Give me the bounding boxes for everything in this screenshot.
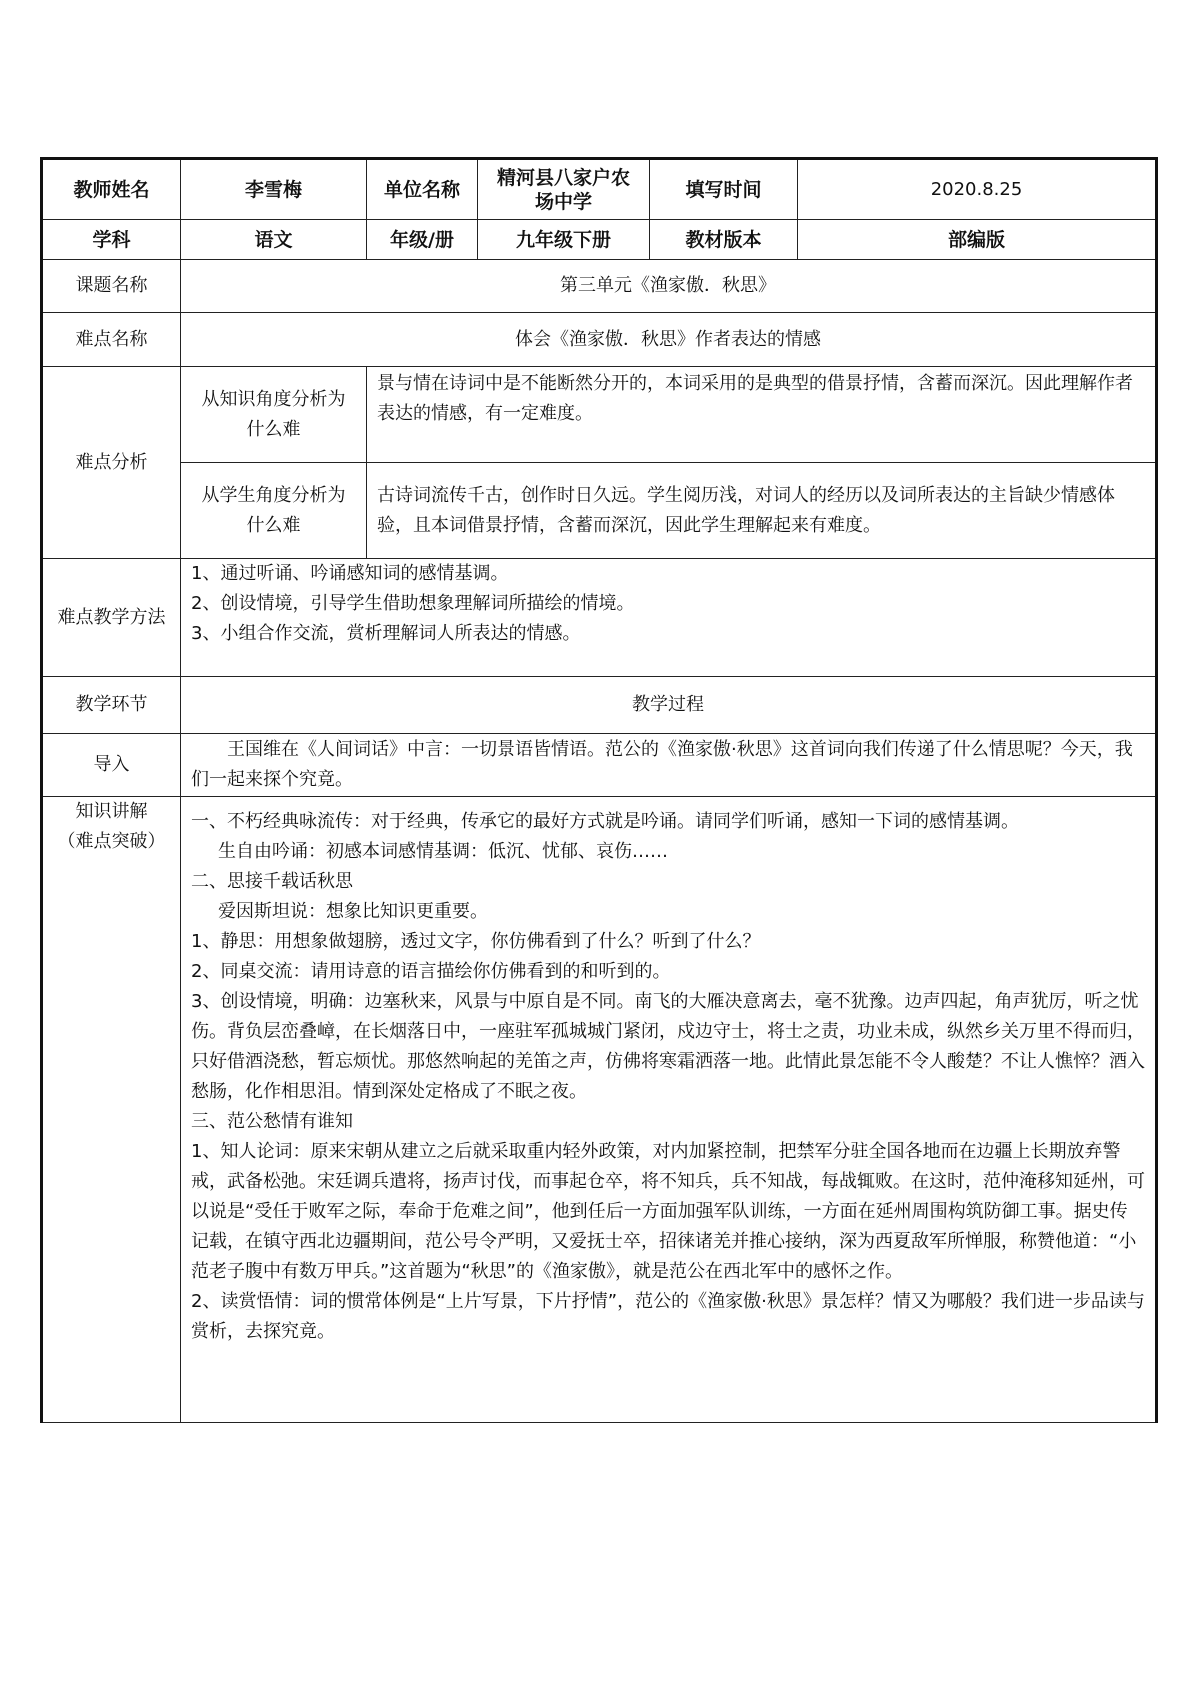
method-row: [42, 559, 1157, 677]
intro-text-cell: [181, 734, 1157, 797]
knowledge-label: 知识讲解: [75, 801, 148, 822]
unit-name: 精河县八家户农场中学: [478, 159, 650, 220]
edition-label: 教材版本: [650, 220, 798, 260]
difficulty-value: 体会《渔家傲．秋思》作者表达的情感: [181, 313, 1157, 367]
method-item: 2、创设情境，引导学生借助想象理解词所描绘的情境。: [191, 593, 635, 614]
knowledge-angle-label: 从知识角度分析为什么难: [181, 367, 367, 463]
einstein-quote: 爱因斯坦说：想象比知识更重要。: [218, 901, 488, 922]
knowledge-content: [181, 797, 1157, 1423]
intro-label: 导入: [42, 734, 181, 797]
section-1-text: 一、不朽经典咏流传：对于经典，传承它的最好方式就是吟诵。请同学们听诵，感知一下词的感情基调。: [191, 811, 1019, 832]
step-deskmate-exchange: 2、同桌交流：请用诗意的语言描绘你仿佛看到的和听到的。: [191, 961, 671, 982]
intro-row: [42, 734, 1157, 797]
teacher-name: 李雪梅: [181, 159, 367, 220]
subject: 语文: [181, 220, 367, 260]
analysis-row-knowledge: [42, 367, 1157, 463]
topic-value: 第三单元《渔家傲．秋思》: [181, 260, 1157, 313]
student-angle-label: 从学生角度分析为什么难: [181, 463, 367, 559]
method-item: 3、小组合作交流，赏析理解词人所表达的情感。: [191, 623, 581, 644]
knowledge-angle-text: 景与情在诗词中是不能断然分开的，本词采用的是典型的借景抒情，含蓄而深沉。因此理解作者表达的情感，有一定难度。: [367, 367, 1157, 463]
knowledge-row: [42, 797, 1157, 1423]
knowledge-label-cell: [42, 797, 181, 1423]
subject-label: 学科: [42, 220, 181, 260]
step-quiet-thinking: 1、静思：用想象做翅膀，透过文字，你仿佛看到了什么？听到了什么？: [191, 931, 761, 952]
header-row-2: [42, 220, 1157, 260]
method-item: 1、通过听诵、吟诵感知词的感情基调。: [191, 563, 509, 584]
process-label: 教学环节: [42, 677, 181, 734]
process-value: 教学过程: [181, 677, 1157, 734]
free-recitation-text: 生自由吟诵：初感本词感情基调：低沉、忧郁、哀伤……: [218, 841, 668, 862]
grade: 九年级下册: [478, 220, 650, 260]
knowledge-sublabel: （难点突破）: [57, 831, 166, 852]
header-row-1: [42, 159, 1157, 220]
process-header-row: [42, 677, 1157, 734]
section-3-heading: 三、范公愁情有谁知: [191, 1111, 353, 1132]
method-list: [181, 559, 1157, 677]
section-2-heading: 二、思接千载话秋思: [191, 871, 353, 892]
topic-label: 课题名称: [42, 260, 181, 313]
topic-row: [42, 260, 1157, 313]
analysis-label: 难点分析: [42, 367, 181, 559]
intro-text: 王国维在《人间词话》中言：一切景语皆情语。范公的《渔家傲·秋思》这首词向我们传递了什么情思呢？今天，我们一起来探个究竟。: [191, 739, 1133, 790]
unit-label: 单位名称: [367, 159, 478, 220]
step-read-appreciate: 2、读赏悟情：词的惯常体例是“上片写景，下片抒情”，范公的《渔家傲·秋思》景怎样？情又为哪般？我们进一步品读与赏析，去探究竟。: [191, 1291, 1145, 1342]
grade-label: 年级/册: [367, 220, 478, 260]
difficulty-row: [42, 313, 1157, 367]
method-label: 难点教学方法: [42, 559, 181, 677]
step-create-scene: 3、创设情境，明确：边塞秋来，风景与中原自是不同。南飞的大雁决意离去，毫不犹豫。边声四起，角声犹厉，听之忧伤。背负层峦叠嶂，在长烟落日中，一座驻军孤城城门紧闭，戍边守士，将士之责，功业未成，纵然乡关万里不得而归，只好借酒浇愁，暂忘烦忧。那悠然响起的羌笛之声，仿佛将寒霜洒落一地。此情此景怎能不令人酸楚？不让人憔悴？酒入愁肠，化作相思泪。情到深处定格成了不眠之夜。: [191, 991, 1145, 1102]
lesson-plan-table: [40, 157, 1158, 1423]
fill-date: 2020.8.25: [798, 159, 1157, 220]
step-know-author: 1、知人论词：原来宋朝从建立之后就采取重内轻外政策，对内加紧控制，把禁军分驻全国各地而在边疆上长期放弃警戒，武备松弛。宋廷调兵遣将，扬声讨伐，而事起仓卒，将不知兵，兵不知战，每战辄败。在这时，范仲淹移知延州，可以说是“受任于败军之际，奉命于危难之间”，他到任后一方面加强军队训练，一方面在延州周围构筑防御工事。据史传记载，在镇守西北边疆期间，范公号令严明，又爱抚士卒，招徕诸羌并推心接纳，深为西夏敌军所惮服，称赞他道：“小范老子腹中有数万甲兵。”这首题为“秋思”的《渔家傲》，就是范公在西北军中的感怀之作。: [191, 1141, 1145, 1282]
difficulty-label: 难点名称: [42, 313, 181, 367]
lesson-plan-form: [40, 157, 1155, 1423]
edition: 部编版: [798, 220, 1157, 260]
teacher-name-label: 教师姓名: [42, 159, 181, 220]
date-label: 填写时间: [650, 159, 798, 220]
analysis-row-student: [42, 463, 1157, 559]
student-angle-text: 古诗词流传千古，创作时日久远。学生阅历浅，对词人的经历以及词所表达的主旨缺少情感体验，且本词借景抒情，含蓄而深沉，因此学生理解起来有难度。: [367, 463, 1157, 559]
